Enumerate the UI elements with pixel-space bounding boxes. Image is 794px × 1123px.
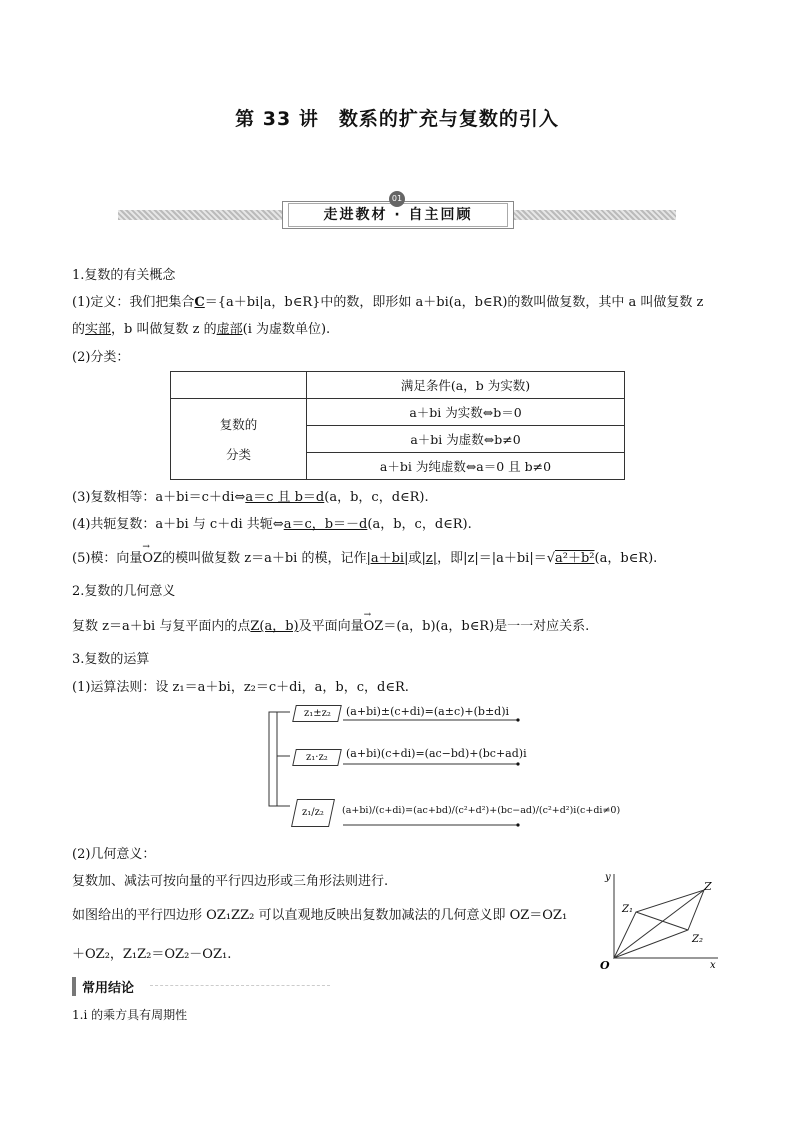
op-mul: z₁·z₂ bbox=[306, 752, 328, 763]
text: ，b 叫做复数 z 的 bbox=[111, 322, 217, 337]
vector-oz: → OZ bbox=[142, 542, 163, 566]
op-add: z₁±z₂ bbox=[303, 708, 331, 719]
sqrt-body: a²＋b² bbox=[555, 551, 595, 566]
op-div-box bbox=[291, 799, 335, 827]
text: (3)复数相等：a＋bi＝c＋di⇔ bbox=[72, 490, 246, 505]
section-1-heading: 1.复数的有关概念 bbox=[72, 268, 176, 283]
real-part: 实部 bbox=[85, 322, 112, 337]
operation-rule-line: (1)运算法则：设 z₁＝a＋bi，z₂＝c＋di，a，b，c，d∈R. bbox=[72, 680, 409, 695]
vector-oz: → OZ bbox=[363, 610, 384, 634]
text: (4)共轭复数：a＋bi 与 c＋di 共轭⇔ bbox=[72, 517, 284, 532]
text: (a，b，c，d∈R). bbox=[367, 517, 472, 532]
diagonal-z1z2 bbox=[636, 912, 688, 930]
sqrt-sign: √ bbox=[546, 551, 556, 566]
geo-meaning-text-2: 如图给出的平行四边形 OZ₁ZZ₂ 可以直观地反映出复数加减法的几何意义即 OZ＝OZ₁ bbox=[72, 908, 568, 923]
text: 的 bbox=[72, 322, 86, 337]
section-banner-label: 走进教材 · 自主回顾 bbox=[288, 203, 508, 227]
op-add-box bbox=[292, 705, 342, 722]
modulus-notation: |a＋bi| bbox=[366, 551, 409, 566]
table-header: 满足条件(a，b 为实数) bbox=[307, 372, 625, 399]
z2-label: Z₂ bbox=[692, 934, 703, 945]
common-item-1: 1.i 的乘方具有周期性 bbox=[72, 1008, 188, 1022]
table-left-cell bbox=[171, 399, 307, 480]
text: ＝{a＋bi|a，b∈R}中的数，即形如 a＋bi(a，b∈R)的数叫做复数，其中 a 叫做复数 z bbox=[204, 295, 704, 310]
x-label: x bbox=[710, 960, 716, 971]
divider bbox=[150, 985, 330, 986]
set-c: C bbox=[194, 295, 205, 310]
imag-part: 虚部 bbox=[216, 322, 243, 337]
classification-table bbox=[170, 371, 625, 480]
table-row: a＋bi 为实数⇔b＝0 bbox=[307, 399, 625, 426]
page-title: 第 33 讲 数系的扩充与复数的引入 bbox=[235, 108, 559, 130]
op-add-result: (a+bi)±(c+di)=(a±c)+(b±d)i bbox=[346, 705, 510, 718]
geometric-meaning-line bbox=[72, 610, 590, 634]
text: (1)定义：我们把集合 bbox=[72, 295, 195, 310]
text: (a，b，c，d∈R). bbox=[324, 490, 429, 505]
left-top: 复数的 bbox=[219, 417, 258, 432]
table-corner bbox=[171, 372, 307, 399]
text: 复数 z＝a＋bi 与复平面内的点 bbox=[72, 619, 251, 634]
classification-label: (2)分类： bbox=[72, 350, 130, 365]
geo-meaning-text-3: ＋OZ₂，Z₁Z₂＝OZ₂－OZ₁. bbox=[72, 947, 232, 962]
vec-label: OZ bbox=[142, 551, 163, 566]
text: 或 bbox=[408, 551, 422, 566]
operations-diagram bbox=[268, 702, 621, 832]
equality-line bbox=[72, 486, 429, 505]
origin-label: O bbox=[600, 959, 610, 972]
conjugate-line bbox=[72, 513, 472, 532]
modulus-z: |z| bbox=[421, 551, 438, 566]
text: (i 为虚数单位). bbox=[242, 322, 331, 337]
op-div: z₁/z₂ bbox=[302, 807, 324, 818]
z-label: Z bbox=[704, 880, 712, 893]
section-3-heading: 3.复数的运算 bbox=[72, 652, 150, 667]
y-label: y bbox=[605, 872, 611, 883]
section-badge: 01 bbox=[389, 191, 405, 207]
text: (5)模：向量 bbox=[72, 551, 143, 566]
parallelogram-figure bbox=[596, 868, 726, 973]
text: ，即|z|＝|a＋bi|＝ bbox=[437, 551, 547, 566]
text: ＝(a，b)(a，b∈R)是一一对应关系. bbox=[383, 619, 590, 634]
equality-condition: a＝c 且 b＝d bbox=[245, 490, 325, 505]
point-z: Z(a，b) bbox=[250, 619, 299, 634]
geo-meaning-text-1: 复数加、减法可按向量的平行四边形或三角形法则进行. bbox=[72, 874, 389, 889]
op-mul-box bbox=[292, 749, 342, 766]
text: 的模叫做复数 z＝a＋bi 的模，记作 bbox=[162, 551, 367, 566]
text: 及平面向量 bbox=[298, 619, 364, 634]
z1-label: Z₁ bbox=[622, 904, 633, 915]
vec-label: OZ bbox=[363, 619, 384, 634]
op-mul-result: (a+bi)(c+di)=(ac−bd)+(bc+ad)i bbox=[346, 747, 527, 760]
conjugate-condition: a＝c，b＝－d bbox=[283, 517, 368, 532]
definition-line bbox=[72, 291, 703, 310]
modulus-line bbox=[72, 542, 658, 566]
common-conclusions-heading: 常用结论 bbox=[72, 977, 134, 996]
geo-meaning-label: (2)几何意义： bbox=[72, 847, 156, 862]
left-bottom: 分类 bbox=[225, 447, 251, 462]
table-row: a＋bi 为纯虚数⇔a＝0 且 b≠0 bbox=[307, 453, 625, 480]
table-row: a＋bi 为虚数⇔b≠0 bbox=[307, 426, 625, 453]
op-div-result: (a+bi)/(c+di)=(ac+bd)/(c²+d²)+(bc−ad)/(c²+d²)i(c+di≠0) bbox=[342, 805, 621, 816]
definition-line-2 bbox=[72, 318, 330, 337]
section-2-heading: 2.复数的几何意义 bbox=[72, 584, 176, 599]
text: (a，b∈R). bbox=[594, 551, 658, 566]
